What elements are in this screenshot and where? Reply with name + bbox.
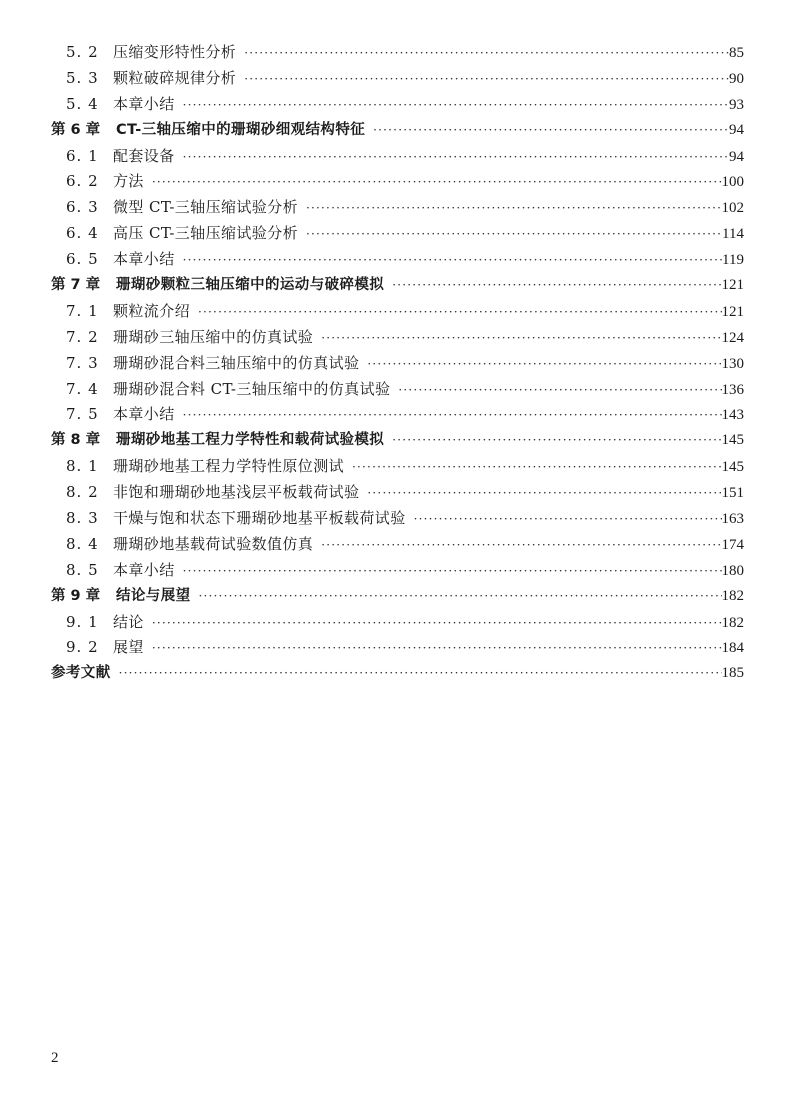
section-number: 8. 5 xyxy=(66,560,99,579)
page-ref: 180 xyxy=(721,562,744,579)
toc-entry[interactable] xyxy=(51,558,744,584)
section-number: 7. 2 xyxy=(66,327,99,346)
toc-entry[interactable] xyxy=(51,144,744,170)
chapter-title: 珊瑚砂颗粒三轴压缩中的运动与破碎模拟 xyxy=(116,277,385,294)
dot-leader xyxy=(321,533,721,559)
dot-leader xyxy=(183,248,722,274)
section-title: 颗粒破碎规律分析 xyxy=(113,68,237,87)
section-title: 配套设备 xyxy=(113,146,175,165)
page-ref: 130 xyxy=(721,355,744,372)
section-title: 珊瑚砂混合料三轴压缩中的仿真试验 xyxy=(113,353,360,372)
section-number: 8. 3 xyxy=(66,509,99,528)
section-title: 珊瑚砂地基载荷试验数值仿真 xyxy=(113,534,314,553)
toc-entry[interactable] xyxy=(51,221,744,247)
section-number: 5. 3 xyxy=(66,68,99,87)
page-ref: 94 xyxy=(729,148,744,165)
page-ref: 121 xyxy=(721,277,744,294)
toc-chapter-entry[interactable] xyxy=(51,273,744,299)
section-number: 9. 2 xyxy=(66,638,99,657)
toc-entry[interactable] xyxy=(51,325,744,351)
chapter-title: 珊瑚砂地基工程力学特性和载荷试验模拟 xyxy=(116,432,385,449)
section-number: 7. 5 xyxy=(66,405,99,424)
section-title: 展望 xyxy=(113,638,144,657)
dot-leader xyxy=(306,222,722,248)
section-number: 6. 4 xyxy=(66,224,99,243)
dot-leader xyxy=(367,481,721,507)
section-title: 珊瑚砂混合料 CT-三轴压缩中的仿真试验 xyxy=(113,379,391,398)
section-number: 5. 4 xyxy=(66,94,99,113)
dot-leader xyxy=(198,300,721,326)
chapter-title: CT-三轴压缩中的珊瑚砂细观结构特征 xyxy=(116,121,366,138)
chapter-number: 第 6 章 xyxy=(51,121,101,138)
toc-chapter-entry[interactable] xyxy=(51,118,744,144)
page-ref: 182 xyxy=(721,587,744,604)
section-title: 本章小结 xyxy=(113,250,175,269)
page-ref: 163 xyxy=(721,511,744,528)
dot-leader xyxy=(321,326,721,352)
section-title: 压缩变形特性分析 xyxy=(113,43,237,61)
page-ref: 145 xyxy=(721,432,744,449)
page-ref: 145 xyxy=(721,459,744,476)
page-ref: 121 xyxy=(721,303,744,320)
page-ref: 174 xyxy=(721,536,744,553)
dot-leader xyxy=(152,636,722,662)
section-number: 6. 1 xyxy=(66,146,99,165)
dot-leader xyxy=(352,455,721,481)
toc-entry[interactable] xyxy=(51,351,744,377)
toc-entry[interactable] xyxy=(51,454,744,480)
section-number: 8. 4 xyxy=(66,534,99,553)
toc-entry[interactable] xyxy=(51,40,744,66)
dot-leader xyxy=(306,196,722,222)
toc-entry[interactable] xyxy=(51,480,744,506)
chapter-title: 参考文献 xyxy=(51,665,111,682)
chapter-title: 结论与展望 xyxy=(116,587,191,604)
toc-entry[interactable] xyxy=(51,635,744,661)
toc-entry[interactable] xyxy=(51,377,744,403)
section-number: 6. 5 xyxy=(66,250,99,269)
dot-leader xyxy=(373,118,729,144)
dot-leader xyxy=(414,507,722,533)
section-number: 6. 2 xyxy=(66,172,99,191)
section-title: 本章小结 xyxy=(113,405,175,424)
page-number: 2 xyxy=(51,1050,59,1066)
page-ref: 151 xyxy=(721,485,744,502)
toc-entry[interactable] xyxy=(51,92,744,118)
page-ref: 102 xyxy=(721,200,744,217)
page-ref: 184 xyxy=(721,640,744,657)
toc-entry[interactable] xyxy=(51,247,744,273)
toc-entry[interactable] xyxy=(51,506,744,532)
page-ref: 185 xyxy=(721,665,744,682)
dot-leader xyxy=(199,584,722,610)
dot-leader xyxy=(367,352,721,378)
page-ref: 182 xyxy=(721,614,744,631)
section-title: 本章小结 xyxy=(113,94,175,113)
toc-entry[interactable] xyxy=(51,169,744,195)
section-number: 7. 3 xyxy=(66,353,99,372)
section-title: 非饱和珊瑚砂地基浅层平板载荷试验 xyxy=(113,483,360,502)
page-ref: 85 xyxy=(729,45,744,61)
page-ref: 90 xyxy=(729,70,744,87)
dot-leader xyxy=(183,403,722,429)
page-ref: 119 xyxy=(722,252,744,269)
toc-entry[interactable] xyxy=(51,66,744,92)
section-title: 方法 xyxy=(113,172,144,191)
dot-leader xyxy=(244,67,729,93)
page-ref: 114 xyxy=(722,226,744,243)
section-title: 珊瑚砂三轴压缩中的仿真试验 xyxy=(113,327,314,346)
toc-references-entry[interactable] xyxy=(51,661,744,687)
dot-leader xyxy=(183,93,729,119)
section-title: 结论 xyxy=(113,612,144,631)
section-title: 高压 CT-三轴压缩试验分析 xyxy=(113,224,298,243)
dot-leader xyxy=(244,41,729,67)
page-ref: 124 xyxy=(721,329,744,346)
toc-entry[interactable] xyxy=(51,610,744,636)
dot-leader xyxy=(119,661,722,687)
section-title: 微型 CT-三轴压缩试验分析 xyxy=(113,198,298,217)
dot-leader xyxy=(152,611,722,637)
section-number: 7. 1 xyxy=(66,301,99,320)
dot-leader xyxy=(392,273,721,299)
section-number: 8. 2 xyxy=(66,483,99,502)
dot-leader xyxy=(392,428,721,454)
dot-leader xyxy=(183,145,729,171)
section-number: 8. 1 xyxy=(66,457,99,476)
dot-leader xyxy=(398,378,721,404)
table-of-contents xyxy=(51,40,744,687)
page-ref: 93 xyxy=(729,96,744,113)
page-ref: 143 xyxy=(721,407,744,424)
chapter-number: 第 9 章 xyxy=(51,587,101,604)
section-title: 珊瑚砂地基工程力学特性原位测试 xyxy=(113,457,345,476)
chapter-number: 第 8 章 xyxy=(51,432,101,449)
section-number: 6. 3 xyxy=(66,198,99,217)
toc-chapter-entry[interactable] xyxy=(51,584,744,610)
section-number: 9. 1 xyxy=(66,612,99,631)
dot-leader xyxy=(152,170,722,196)
chapter-number: 第 7 章 xyxy=(51,277,101,294)
page-ref: 100 xyxy=(721,174,744,191)
toc-entry[interactable] xyxy=(51,532,744,558)
toc-entry[interactable] xyxy=(51,195,744,221)
page-ref: 94 xyxy=(729,121,744,138)
toc-entry[interactable] xyxy=(51,402,744,428)
section-title: 干燥与饱和状态下珊瑚砂地基平板载荷试验 xyxy=(113,509,406,528)
toc-entry[interactable] xyxy=(51,299,744,325)
section-title: 颗粒流介绍 xyxy=(113,301,191,320)
dot-leader xyxy=(183,559,722,585)
page-ref: 136 xyxy=(721,381,744,398)
section-number: 7. 4 xyxy=(66,379,99,398)
toc-chapter-entry[interactable] xyxy=(51,428,744,454)
section-title: 本章小结 xyxy=(113,560,175,579)
section-number: 5. 2 xyxy=(66,43,99,61)
